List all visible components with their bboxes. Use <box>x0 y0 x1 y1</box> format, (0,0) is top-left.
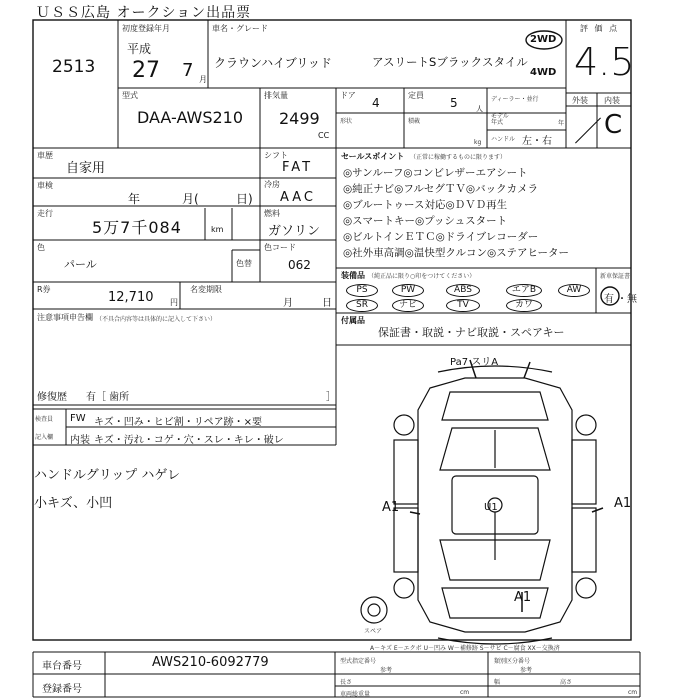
handle-label: ハンドル <box>491 136 516 143</box>
diagram-bottom-note: A1 <box>514 590 532 605</box>
fuel-value: ガソリン <box>268 224 321 239</box>
displacement-label: 排気量 <box>264 91 288 100</box>
color-code-label: 色コード <box>264 243 296 252</box>
vehicle-name-label: 車名・グレード <box>212 24 268 33</box>
registration-year: 27 <box>132 58 160 83</box>
vehicle-name: クラウンハイブリッド <box>214 56 332 70</box>
drive-2wd: 2WD <box>530 34 557 45</box>
shape-label: 形状 <box>340 118 353 125</box>
recycle-amount: 12,710 <box>108 290 154 305</box>
mileage-value: 5万7千084 <box>92 218 182 237</box>
sales-points-sub: （正常に稼働するものに限ります） <box>410 154 507 161</box>
equip-abs: ABS <box>446 284 480 297</box>
drive-4wd: 4WD <box>530 67 557 78</box>
registration-number-label: 登録番号 <box>42 684 82 695</box>
sales-point-5: ◎ビルトインＥＴＣ◎ドライブレコーダー <box>343 231 539 243</box>
handle-value: 左・右 <box>522 136 552 147</box>
recycle-label: R券 <box>37 285 51 294</box>
new-warranty-label: 新車保証書 <box>600 273 631 280</box>
length-unit: cm <box>460 689 470 696</box>
shift-label: シフト <box>264 151 288 160</box>
equip-tv: TV <box>446 299 480 312</box>
doors-label: ドア <box>340 91 356 100</box>
inspector-row1-items: キズ・凹み・ヒビ割・リペア跡・×要 <box>94 417 262 428</box>
warranty-yes: 有 <box>604 294 614 305</box>
ac-label: 冷房 <box>264 180 280 189</box>
sales-point-2: ◎純正ナビ◎フルセグＴＶ◎バックカメラ <box>343 183 539 195</box>
inspector-row2-items: キズ・汚れ・コゲ・穴・スレ・キレ・破レ <box>94 435 284 446</box>
repair-label: 修復歴 <box>37 392 67 403</box>
interior-grade: C <box>604 110 623 140</box>
inspection-year-unit: 年 <box>128 192 141 206</box>
inspection-month-unit: 月( <box>182 192 199 206</box>
accessories-label: 付属品 <box>341 316 365 325</box>
grade-score: 4.5 <box>574 40 635 84</box>
width-unit: cm <box>628 689 638 696</box>
height-label: 高さ <box>560 679 573 686</box>
inspector-remark-2: 小キズ、小凹 <box>34 496 113 511</box>
usage-value: 自家用 <box>66 161 106 176</box>
warranty-no: ・無 <box>617 294 637 305</box>
class-label: 類別区分番号 <box>494 658 531 665</box>
sales-point-1: ◎サンルーフ◎コンビレザーエアシート <box>343 167 528 179</box>
registration-month-unit: 月 <box>199 75 207 84</box>
model-year-label: モデル年式 <box>491 113 509 126</box>
fuel-label: 燃料 <box>264 209 280 218</box>
capacity-unit: 人 <box>476 105 483 113</box>
equip-pw: PW <box>392 284 424 297</box>
inspector-label-2: 記入欄 <box>35 434 54 441</box>
displacement-unit: CC <box>318 131 330 140</box>
notes-label: 注意事項申告欄 <box>37 313 93 322</box>
width-label: 幅 <box>494 679 501 686</box>
equip-sr: SR <box>346 299 378 312</box>
color-change-label: 色替 <box>236 259 252 268</box>
model-label: 型式 <box>122 91 138 100</box>
repair-close: ］ <box>326 392 336 403</box>
length-label: 長さ <box>340 679 353 686</box>
lot-number: 2513 <box>52 57 96 77</box>
diagram-right-note: A1 <box>614 496 632 511</box>
score-label: 評 価 点 <box>580 24 620 33</box>
interior-label: 内装 <box>604 96 620 105</box>
repair-value: 有［ 歯所 <box>86 392 130 403</box>
spare-tire-label: スペア <box>364 628 383 635</box>
notes-sub: （不具合内容等は具体的に記入して下さい） <box>96 316 217 323</box>
name-period-label: 名変期限 <box>190 285 222 294</box>
inspection-day-unit: 日) <box>236 192 253 206</box>
cert-sub: 参考 <box>380 667 393 674</box>
sales-point-6: ◎社外車高調◎温快型クルコン◎ステアヒーター <box>343 247 570 259</box>
shift-value: FAT <box>282 160 314 175</box>
equip-leather: カワ <box>506 299 542 312</box>
registration-label: 初度登録年月 <box>122 24 170 33</box>
color-value: パール <box>64 258 97 271</box>
inspector-row2-head: 内装 <box>70 435 90 446</box>
exterior-label: 外装 <box>572 96 588 105</box>
name-period-day: 日 <box>322 298 332 309</box>
doors-value: 4 <box>372 96 380 110</box>
name-period-month: 月 <box>283 298 293 309</box>
registration-era: 平成 <box>127 42 152 56</box>
sheet-header: ＵＳＳ広島 オークション出品票 <box>36 5 252 21</box>
model-code: DAA-AWS210 <box>137 108 244 127</box>
equip-navi: ナビ <box>392 299 424 312</box>
equip-airbag: エアB <box>506 284 542 297</box>
mileage-unit: km <box>211 225 224 234</box>
mileage-label: 走行 <box>37 209 53 218</box>
chassis-number: AWS210-6092779 <box>152 655 269 670</box>
sales-points-label: セールスポイント <box>341 152 405 161</box>
registration-month: 7 <box>182 60 194 81</box>
exterior-grade: ／ <box>574 115 603 148</box>
cert-label: 型式指定番号 <box>340 658 377 665</box>
inspector-row1-head: FW <box>70 413 86 424</box>
inspection-label: 車検 <box>37 181 53 190</box>
color-code: 062 <box>288 258 311 272</box>
equipment-sub: （純正品に限り○印をつけてください） <box>368 273 476 280</box>
class-sub: 参考 <box>520 667 533 674</box>
capacity-label: 定員 <box>408 91 424 100</box>
color-label: 色 <box>37 243 45 252</box>
sales-point-4: ◎スマートキー◎プッシュスタート <box>343 215 508 227</box>
loading-unit: kg <box>474 139 482 146</box>
inspector-remark-1: ハンドルグリップ ハゲレ <box>34 468 181 483</box>
sales-point-3: ◎ブルートゥース対応◎ＤＶＤ再生 <box>343 199 508 211</box>
recycle-unit: 円 <box>170 298 178 307</box>
accessories-value: 保証書・取説・ナビ取説・スペアキー <box>378 326 565 339</box>
capacity-value: 5 <box>450 96 458 110</box>
ac-value: AAC <box>280 190 316 205</box>
equipment-label: 装備品 <box>341 271 365 280</box>
loading-label: 積載 <box>408 118 421 125</box>
displacement-value: 2499 <box>279 109 320 128</box>
dealer-label: ディーラー・並行 <box>491 96 539 103</box>
vehicle-grade: アスリートSブラックスタイル <box>372 55 528 69</box>
equip-aw: AW <box>558 284 590 297</box>
damage-legend: A－キズ E－エクボ U－凹み W－補修跡 S－サビ C－腐食 XX－交換済 <box>370 645 560 652</box>
weight-label: 車両総重量 <box>340 691 371 698</box>
inspector-label-1: 検査員 <box>35 416 54 423</box>
usage-label: 車歴 <box>37 151 53 160</box>
equip-ps: PS <box>346 284 378 297</box>
diagram-top-note: Pa7 スリA <box>450 357 499 368</box>
diagram-center-note: U1 <box>484 502 498 513</box>
chassis-label: 車台番号 <box>42 661 82 672</box>
model-year-unit: 年 <box>558 120 565 127</box>
diagram-left-note: A1 <box>382 500 400 515</box>
